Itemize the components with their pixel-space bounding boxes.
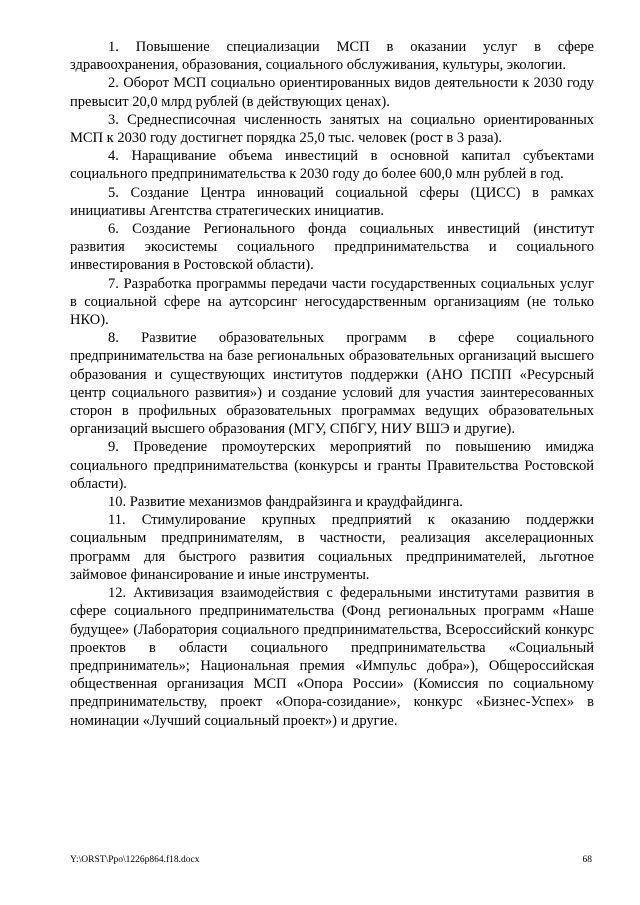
footer-page-number: 68 xyxy=(582,855,592,865)
footer-file-path: Y:\ORST\Ppo\1226p864.f18.docx xyxy=(70,855,200,865)
list-item-5: 5. Создание Центра инноваций социальной сферы (ЦИСС) в рамках инициативы Агентства стратегических инициатив. xyxy=(70,184,594,219)
list-item-7: 7. Разработка программы передачи части государственных социальных услуг в социальной сфере на аутсорсинг негосударственным организациям (не только НКО). xyxy=(70,275,594,329)
list-item-6: 6. Создание Регионального фонда социальных инвестиций (институт развития экосистемы социального предпринимательства и социального инвестирования в Ростовской области). xyxy=(70,221,594,274)
document-body xyxy=(70,38,594,730)
list-item-11: 11. Стимулирование крупных предприятий к оказанию поддержки социальным предпринимателям, в частности, реализация акселерационных программ для быстрого развития социальных предпринимателей, льготное займовое финансирование и иные инструменты. xyxy=(70,512,594,583)
list-item-8: 8. Развитие образовательных программ в сфере социального предпринимательства на базе региональных образовательных организаций высшего образования и существующих институтов поддержки (АНО ПСПП «Ресурсный центр социального развития») и создание условий для участия заинтересованных сторон в профильных образовательных программах ведущих образовательных организаций высшего образования (МГУ, СПбГУ, НИУ ВШЭ и другие). xyxy=(70,330,594,438)
list-item-3: 3. Среднесписочная численность занятых на социально ориентированных МСП к 2030 году достигнет порядка 25,0 тыс. человек (рост в 3 раза). xyxy=(70,111,594,147)
list-item-12: 12. Активизация взаимодействия с федеральными институтами развития в сфере социального предпринимательства (Фонд региональных программ «Наше будущее» (Лаборатория социального предпринимательства, Всероссийский конкурс проектов в области социального предпринимательства «Социальный предприниматель»; Национальная премия «Импульс добра»), Общероссийская общественная организация МСП «Опора России» (Комиссия по социальному предпринимательству, проект «Опора-созидание», конкурс «Бизнес-Успех» в номинации «Лучший социальный проект») и другие. xyxy=(70,585,594,729)
list-item-9: 9. Проведение промоутерских мероприятий по повышению имиджа социального предпринимательства (конкурсы и гранты Правительства Ростовской области). xyxy=(70,439,594,492)
list-item-2: 2. Оборот МСП социально ориентированных видов деятельности к 2030 году превысит 20,0 млрд рублей (в действующих ценах). xyxy=(70,75,594,110)
list-item-1: 1. Повышение специализации МСП в оказании услуг в сфере здравоохранения, образования, социального обслуживания, культуры, экологии. xyxy=(70,39,594,74)
list-item-4: 4. Наращивание объема инвестиций в основной капитал субъектами социального предпринимательства к 2030 году до более 600,0 млн рублей в год. xyxy=(70,148,594,183)
list-item-10: 10. Развитие механизмов фандрайзинга и краудфайдинга. xyxy=(108,494,463,511)
